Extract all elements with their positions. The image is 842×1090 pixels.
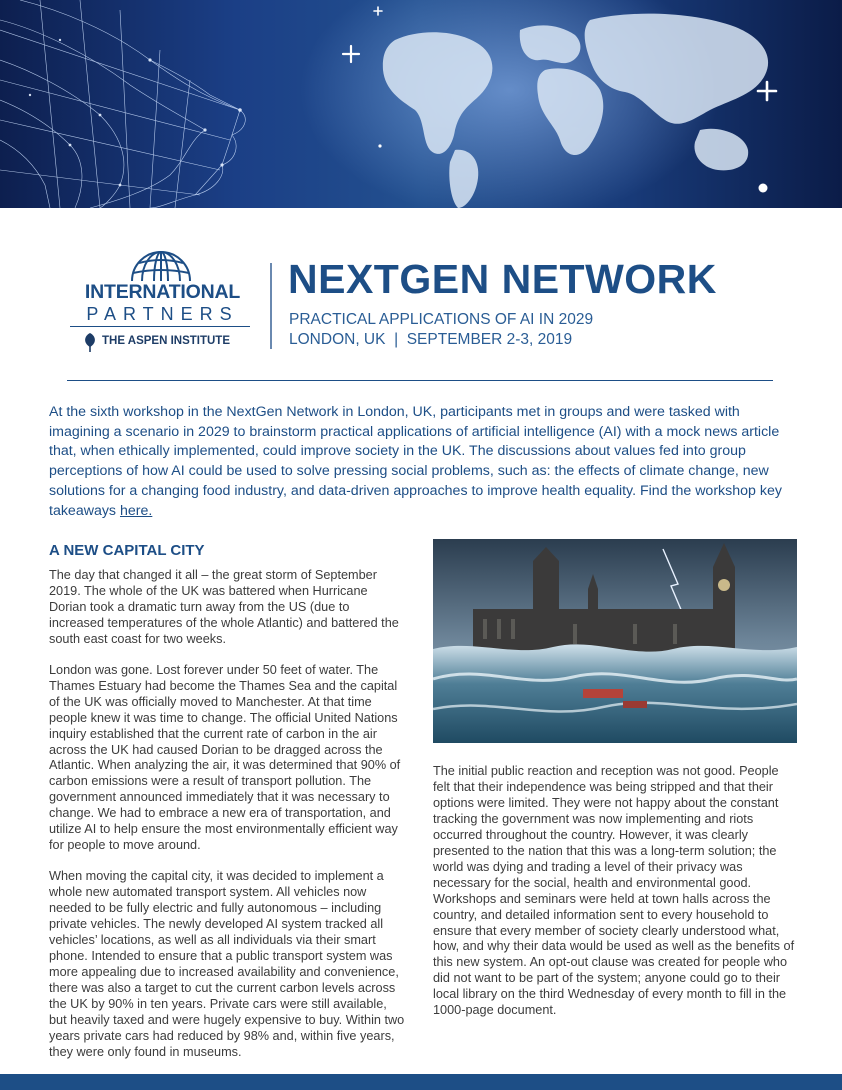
banner-illustration [0, 0, 842, 208]
subtitle-location-date: LONDON, UK | SEPTEMBER 2-3, 2019 [289, 331, 573, 348]
sparkle-dot-icon [759, 184, 768, 193]
page-title: NEXTGEN NETWORK [288, 256, 717, 302]
article-left-column [49, 542, 405, 1076]
header-banner [0, 0, 842, 208]
flood-illustration [433, 539, 797, 743]
flooded-westminster-photo [433, 539, 797, 743]
page-subtitle [289, 310, 593, 350]
article-paragraph: The day that changed it all – the great storm of September 2019. The whole of the UK was battered when Hurricane Dorian took a dramatic turn away from the US (due to increased temperatures of the whole Atlantic) and battered the south east coast for two weeks. [49, 568, 399, 646]
globe-icon [128, 248, 194, 282]
intro-text: At the sixth workshop in the NextGen Network in London, UK, participants met in groups and were tasked with imagining a scenario in 2029 to brainstorm practical applications of artificial intelligence (AI) with a mock news article that, when ethically implemented, could improve society in the UK. The discussions about values fed into group perceptions of how AI could be used to solve pressing social problems, such as: the effects of climate change, new solutions for a changing food industry, and data-driven approaches to improve health equality. Find the workshop key takeaways [49, 404, 782, 519]
sparkle-plus-icon [758, 82, 776, 100]
header-divider [270, 263, 272, 349]
article-paragraph: The initial public reaction and reception was not good. People felt that their independence was being stripped and that their options were limited. They were not happy about the constant tracking the government was now implementing and riots occurred throughout the country. However, it was clearly presented to the nation that this was a long-term solution; the world was dying and trading a level of their privacy was necessary for the social, health and environmental good. Workshops and seminars were held at town halls across the country, and detailed information sent to every household to ensure that every member of society clearly understood what, how, and why their data would be used as well as the benefits of this new system. An opt-out clause was created for people who did not want to be part of the system; anyone could go to their local library on the third Wednesday of every month to fill in the 1000-page document. [433, 764, 795, 1018]
logo-international: INTERNATIONAL [84, 281, 241, 303]
logo-aspen-institute: THE ASPEN INSTITUTE [102, 335, 230, 347]
header-rule [67, 380, 773, 381]
article-paragraph: London was gone. Lost forever under 50 feet of water. The Thames Estuary had become the Thames Sea and the capital of the UK was officially moved to Manchester. At that time people knew it was time to change. The official United Nations inquiry established that the current rate of carbon in the air across the UK had caused Dorian to be dragged across the Atlantic. When analyzing the air, it was determined that 90% of carbon emissions were a result of transport pollution. The government announced immediately that it was necessary to change. We had to embrace a new era of transportation, and utilize AI to help ensure the most environmentally efficient way for people to move around. [49, 662, 401, 853]
wireframe-face [0, 0, 245, 208]
logo-divider [70, 326, 250, 327]
intro-paragraph [49, 403, 797, 521]
takeaways-link[interactable]: here. [119, 502, 153, 519]
logo-partners: PARTNERS [86, 304, 239, 324]
footer-bar [0, 1074, 842, 1090]
article-right-column [433, 764, 797, 1034]
section-heading: A NEW CAPITAL CITY [49, 542, 205, 559]
subtitle-topic: PRACTICAL APPLICATIONS OF AI IN 2029 [289, 311, 594, 328]
aspen-leaf-icon [82, 332, 98, 352]
article-paragraph: When moving the capital city, it was decided to implement a whole new automated transport system. All vehicles now needed to be fully electric and fully autonomous – including private vehicles. The newly developed AI system tracked all vehicles’ locations, as well as all individuals via their smart phone. Intended to ensure that a public transport system was more appealing due to increased availability and convenience, there was also a target to cut the current carbon levels across the UK by 90% in ten years. Private cars were still available, but heavily taxed and were hugely expensive to buy. Within two years private cars had reduced by 98% and, within five years, they were only found in museums. [49, 869, 405, 1059]
